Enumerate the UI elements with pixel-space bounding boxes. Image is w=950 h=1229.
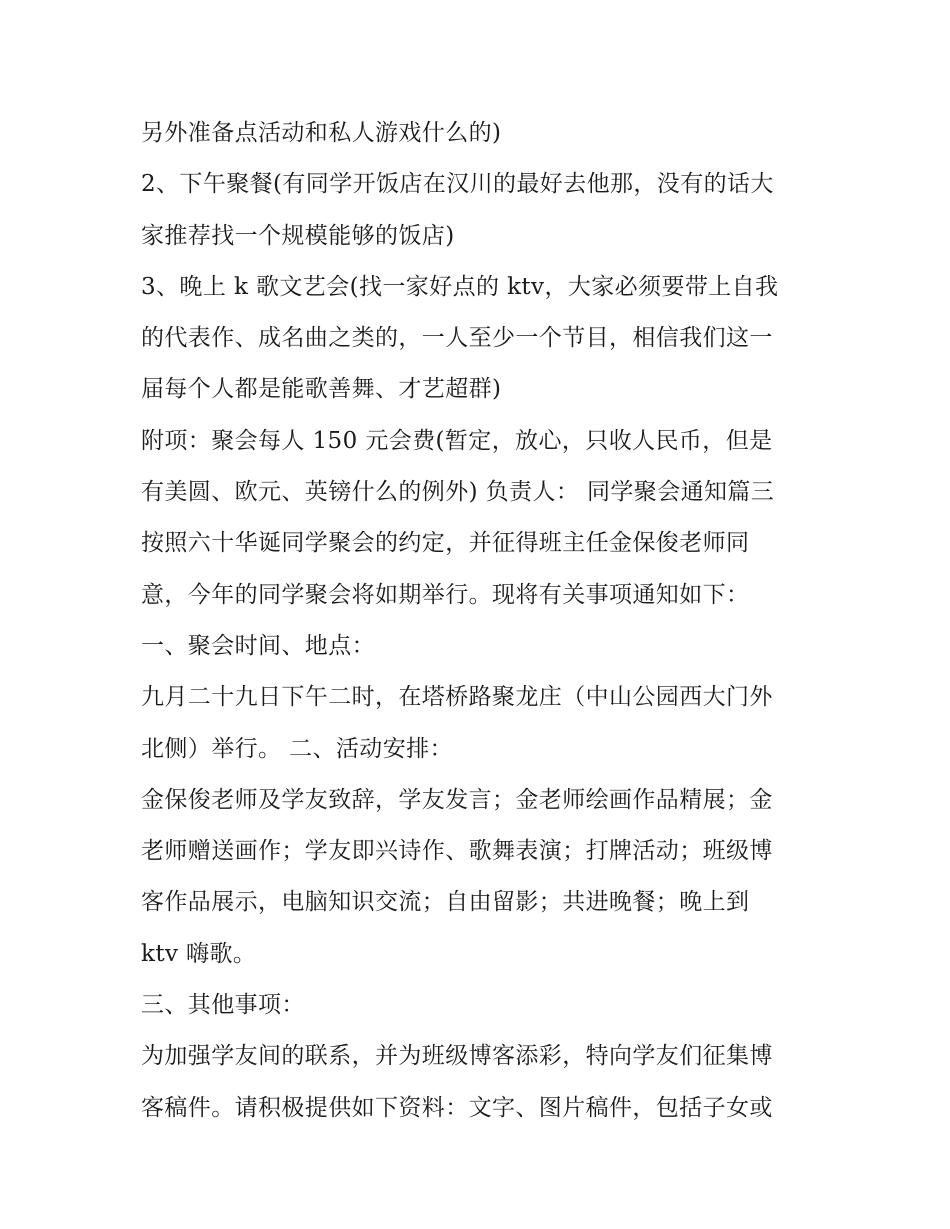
text-line: 附项：聚会每人 150 元会费(暂定，放心，只收人民币，但是 (141, 427, 773, 454)
text-line: 客作品展示，电脑知识交流；自由留影；共进晚餐；晚上到 (141, 889, 750, 916)
text-line: 客稿件。请积极提供如下资料：文字、图片稿件，包括子女或 (141, 1094, 773, 1121)
section-heading: 一、聚会时间、地点： (141, 632, 375, 659)
text-line: 按照六十华诞同学聚会的约定，并征得班主任金保俊老师同 (141, 530, 750, 557)
text-line: 老师赠送画作；学友即兴诗作、歌舞表演；打牌活动；班级博 (141, 838, 773, 865)
text-line: 为加强学友间的联系，并为班级博客添彩，特向学友们征集博 (141, 1043, 773, 1070)
text-line: 的代表作、成名曲之类的，一人至少一个节目，相信我们这一 (141, 325, 773, 352)
text-line: ktv 嗨歌。 (141, 940, 257, 967)
text-line: 3、晚上 k 歌文艺会(找一家好点的 ktv，大家必须要带上自我 (141, 273, 779, 300)
text-line: 九月二十九日下午二时，在塔桥路聚龙庄（中山公园西大门外 (141, 684, 773, 711)
text-line: 金保俊老师及学友致辞，学友发言；金老师绘画作品精展；金 (141, 786, 773, 813)
text-line: 家推荐找一个规模能够的饭店) (141, 222, 455, 249)
text-line: 届每个人都是能歌善舞、才艺超群) (141, 376, 502, 403)
text-line: 2、下午聚餐(有同学开饭店在汉川的最好去他那，没有的话大 (141, 171, 774, 198)
section-heading: 三、其他事项： (141, 992, 305, 1019)
text-line: 有美圆、欧元、英镑什么的例外) 负责人： 同学聚会通知篇三 (141, 479, 775, 506)
document-body (141, 108, 817, 1134)
text-line: 另外准备点活动和私人游戏什么的) (141, 120, 502, 146)
text-line: 北侧）举行。 二、活动安排： (141, 735, 453, 762)
text-line: 意，今年的同学聚会将如期举行。现将有关事项通知如下： (141, 581, 750, 608)
